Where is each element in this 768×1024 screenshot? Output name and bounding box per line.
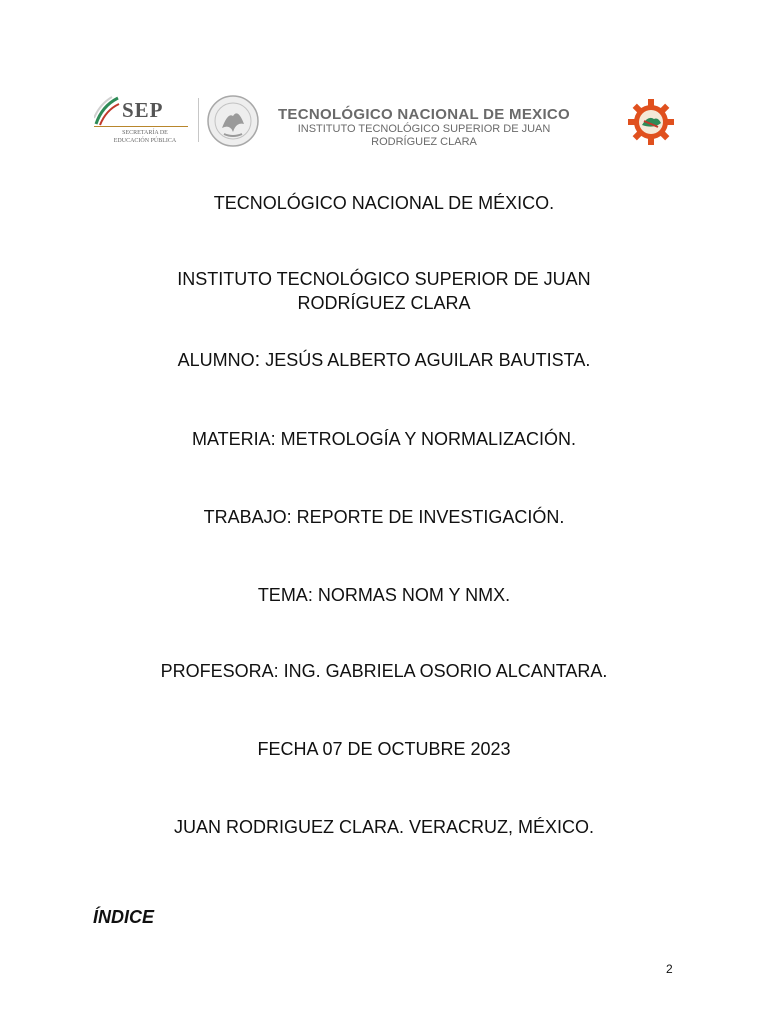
cover-location: JUAN RODRIGUEZ CLARA. VERACRUZ, MÉXICO. xyxy=(173,817,595,837)
sep-logo xyxy=(94,96,190,146)
sep-logo-text: SEP xyxy=(122,98,164,122)
gear-emblem-icon xyxy=(628,99,674,145)
tecnm-subtitle-line1: INSTITUTO TECNOLÓGICO SUPERIOR DE JUAN xyxy=(297,123,551,135)
index-heading: ÍNDICE xyxy=(93,907,155,927)
cover-institute-name: INSTITUTO TECNOLÓGICO SUPERIOR DE JUAN RODRÍGUEZ CLARA xyxy=(177,269,591,313)
cover-student: ALUMNO: JESÚS ALBERTO AGUILAR BAUTISTA. xyxy=(177,349,591,371)
cover-teacher: PROFESORA: ING. GABRIELA OSORIO ALCANTARA. xyxy=(160,661,608,681)
sep-subtitle: SECRETARÍA DE EDUCACIÓN PÚBLICA xyxy=(113,130,177,144)
header-divider xyxy=(198,98,199,142)
cover-date: FECHA 07 DE OCTUBRE 2023 xyxy=(257,739,511,759)
cover-topic: TEMA: NORMAS NOM Y NMX. xyxy=(257,585,511,605)
tecnm-title: TECNOLÓGICO NACIONAL DE MEXICO xyxy=(277,106,571,123)
mexico-seal-icon xyxy=(206,94,260,148)
document-header xyxy=(0,88,768,158)
cover-subject: MATERIA: METROLOGÍA Y NORMALIZACIÓN. xyxy=(191,429,577,449)
tecnm-logo-text xyxy=(268,106,580,149)
cover-institution: TECNOLÓGICO NACIONAL DE MÉXICO. xyxy=(213,193,555,213)
eagle-stripe-icon xyxy=(94,96,120,126)
cover-work: TRABAJO: REPORTE DE INVESTIGACIÓN. xyxy=(203,507,565,527)
page-number: 2 xyxy=(666,962,673,976)
sep-divider xyxy=(94,126,188,127)
tecnm-subtitle-line2: RODRÍGUEZ CLARA xyxy=(371,136,477,148)
